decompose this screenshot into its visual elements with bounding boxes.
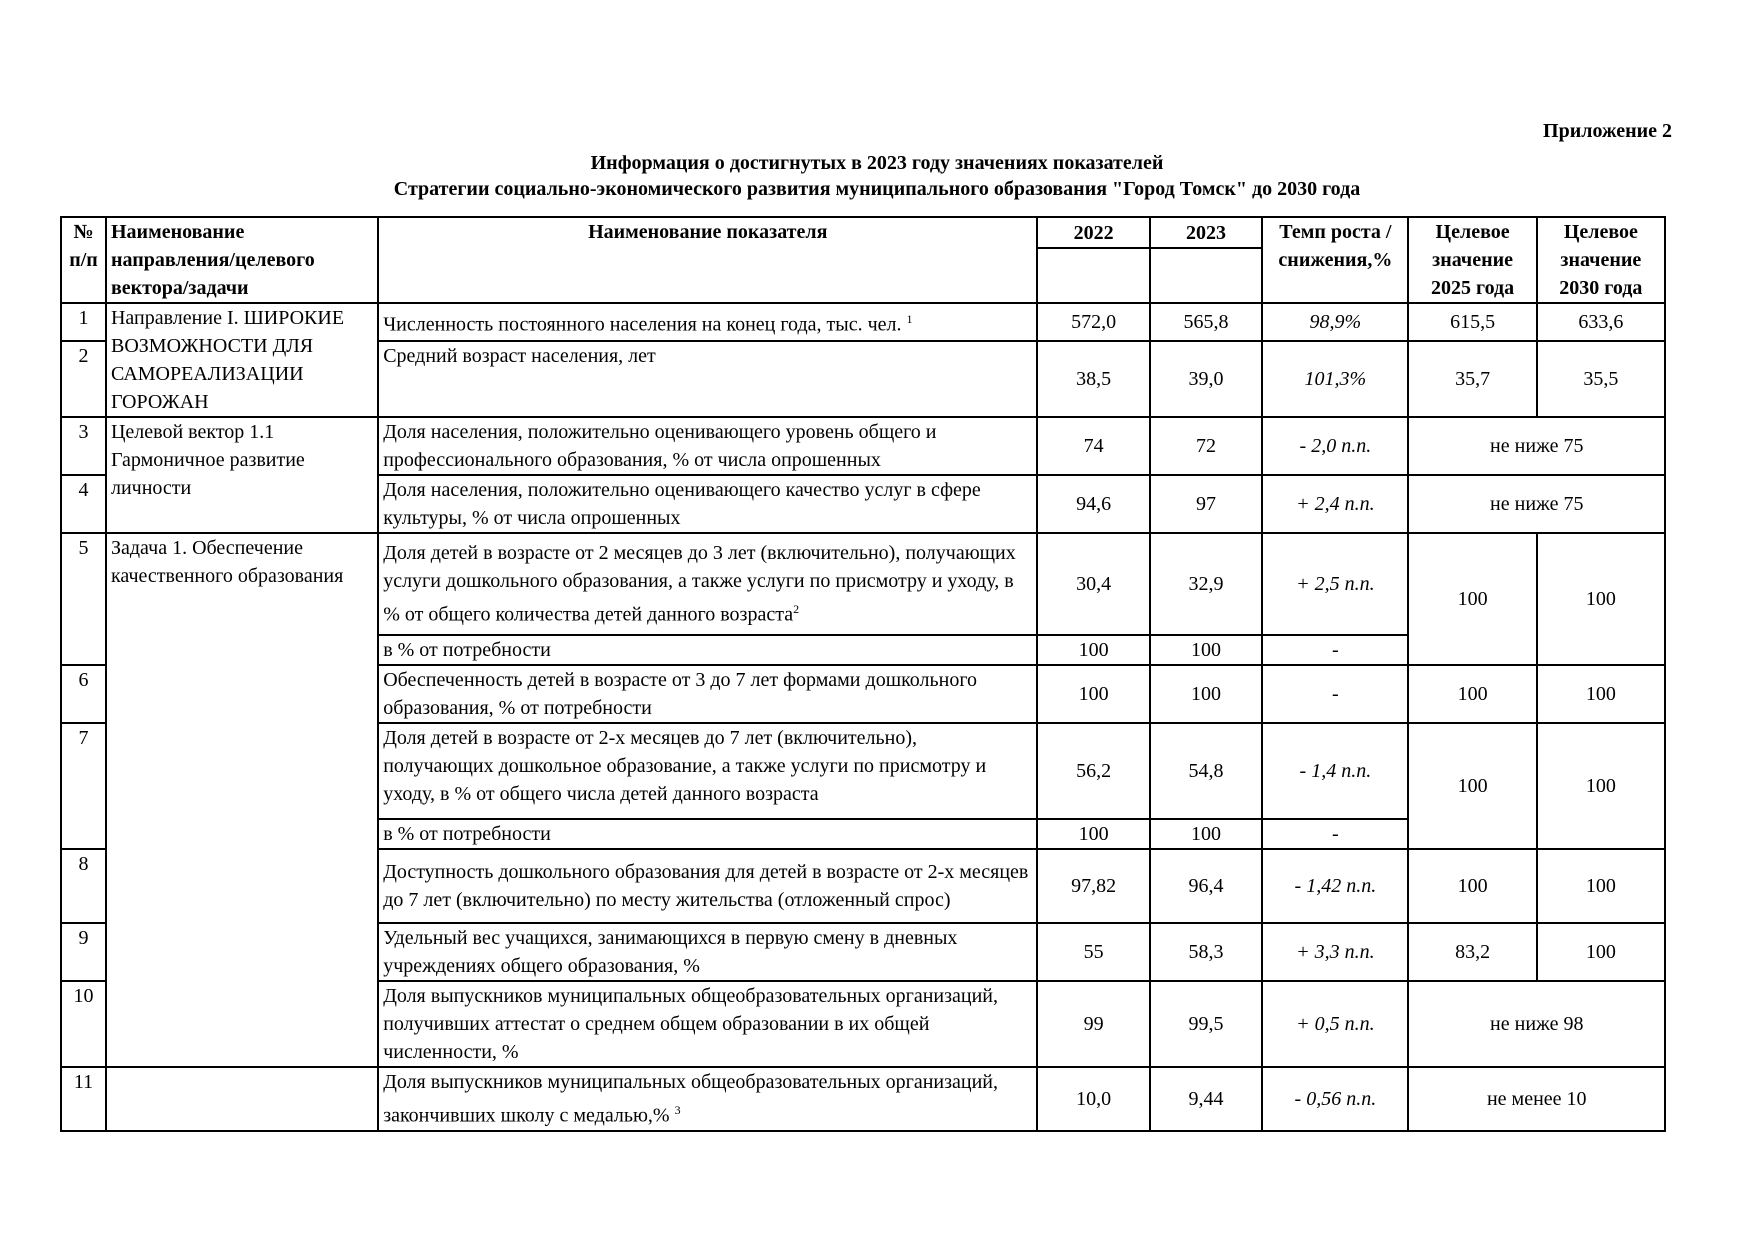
rate-value: -: [1262, 665, 1408, 723]
row-number: 9: [61, 923, 106, 981]
header-target-2030: Целевое значение 2030 года: [1537, 217, 1665, 303]
target-2025: 615,5: [1408, 303, 1536, 341]
value-2022: 100: [1037, 635, 1149, 665]
table-row: [61, 723, 1665, 819]
indicator-subname: в % от потребности: [378, 635, 1037, 665]
rate-value: + 3,3 п.п.: [1262, 923, 1408, 981]
target-2030: 35,5: [1537, 341, 1665, 417]
indicator-name: Доступность дошкольного образования для детей в возрасте от 2-х месяцев до 7 лет (включительно) по месту жительства (отложенный спрос): [378, 849, 1037, 923]
group-task-1-cont: [106, 981, 378, 1067]
value-2022: 99: [1037, 981, 1149, 1067]
indicator-name: Удельный вес учащихся, занимающихся в первую смену в дневных учреждениях общего образования, %: [378, 923, 1037, 981]
indicator-name: Доля населения, положительно оценивающего качество услуг в сфере культуры, % от числа опрошенных: [378, 475, 1037, 533]
rate-value: - 1,4 п.п.: [1262, 723, 1408, 819]
group-task-1-cont: [106, 723, 378, 849]
value-2022: 572,0: [1037, 303, 1149, 341]
row-number: 11: [61, 1067, 106, 1131]
rate-value: -: [1262, 635, 1408, 665]
target-2030: 100: [1537, 665, 1665, 723]
indicators-table: [60, 216, 1666, 1132]
indicator-subname: в % от потребности: [378, 819, 1037, 849]
rate-value: 101,3%: [1262, 341, 1408, 417]
target-2025: 83,2: [1408, 923, 1536, 981]
target-2030: 100: [1537, 723, 1665, 849]
row-number: 4: [61, 475, 106, 533]
value-2022: 10,0: [1037, 1067, 1149, 1131]
value-2023: 100: [1150, 665, 1262, 723]
group-empty: [106, 1067, 378, 1131]
target-2025: 100: [1408, 723, 1536, 849]
target-combined: не менее 10: [1408, 1067, 1665, 1131]
value-2022: 100: [1037, 819, 1149, 849]
value-2022: 100: [1037, 665, 1149, 723]
indicator-name: Средний возраст населения, лет: [378, 341, 1037, 417]
value-2023: 100: [1150, 819, 1262, 849]
row-number: 7: [61, 723, 106, 849]
group-direction-1: Направление I. ШИРОКИЕ ВОЗМОЖНОСТИ ДЛЯ САМОРЕАЛИЗАЦИИ ГОРОЖАН: [106, 303, 378, 417]
title-line-1: Информация о достигнутых в 2023 году значениях показателей: [590, 152, 1164, 174]
table-header-row: [61, 217, 1665, 248]
row-number: 3: [61, 417, 106, 475]
value-2023: 100: [1150, 635, 1262, 665]
value-2023: 39,0: [1150, 341, 1262, 417]
row-number: 5: [61, 533, 106, 665]
target-combined: не ниже 98: [1408, 981, 1665, 1067]
value-2023: 97: [1150, 475, 1262, 533]
row-number: 2: [61, 341, 106, 417]
header-direction: Наименование направления/целевого вектора/задачи: [106, 217, 378, 303]
value-2023: 58,3: [1150, 923, 1262, 981]
header-indicator: Наименование показателя: [378, 217, 1037, 303]
header-rate: Темп роста / снижения,%: [1262, 217, 1408, 303]
value-2022: 74: [1037, 417, 1149, 475]
target-2025: 35,7: [1408, 341, 1536, 417]
indicator-name: Доля выпускников муниципальных общеобразовательных организаций, получивших аттестат о среднем общем образовании в их общей численности, %: [378, 981, 1037, 1067]
value-2022: 30,4: [1037, 533, 1149, 635]
row-number: 8: [61, 849, 106, 923]
rate-value: 98,9%: [1262, 303, 1408, 341]
value-2022: 97,82: [1037, 849, 1149, 923]
value-2022: 56,2: [1037, 723, 1149, 819]
row-number: 6: [61, 665, 106, 723]
header-num: № п/п: [61, 217, 106, 303]
value-2023: 32,9: [1150, 533, 1262, 635]
target-2025: 100: [1408, 533, 1536, 665]
table-row: [61, 849, 1665, 923]
group-vector-1-1: Целевой вектор 1.1 Гармоничное развитие личности: [106, 417, 378, 533]
value-2023: 99,5: [1150, 981, 1262, 1067]
target-2030: 633,6: [1537, 303, 1665, 341]
table-row: [61, 303, 1665, 341]
table-row: [61, 1067, 1665, 1131]
appendix-label: Приложение 2: [1543, 120, 1672, 142]
indicator-name: Доля детей в возрасте от 2-х месяцев до 7 лет (включительно), получающих дошкольное образование, а также услуги по присмотру и уходу, в % от общего числа детей данного возраста: [378, 723, 1037, 819]
indicator-name: Доля населения, положительно оценивающего уровень общего и профессионального образования, % от числа опрошенных: [378, 417, 1037, 475]
rate-value: - 2,0 п.п.: [1262, 417, 1408, 475]
table-row: [61, 533, 1665, 635]
header-2023: 2023: [1150, 217, 1262, 248]
target-combined: не ниже 75: [1408, 475, 1665, 533]
title-line-2: Стратегии социально-экономического развития муниципального образования "Город Томск" до 2030 года: [393, 178, 1361, 200]
value-2022: 55: [1037, 923, 1149, 981]
rate-value: - 0,56 п.п.: [1262, 1067, 1408, 1131]
indicator-name: Обеспеченность детей в возрасте от 3 до 7 лет формами дошкольного образования, % от потребности: [378, 665, 1037, 723]
target-2025: 100: [1408, 665, 1536, 723]
value-2023: 72: [1150, 417, 1262, 475]
target-2025: 100: [1408, 849, 1536, 923]
header-2023-blank: [1150, 248, 1262, 303]
indicator-name: Численность постоянного населения на конец года, тыс. чел. $^1$: [378, 303, 1037, 341]
rate-value: -: [1262, 819, 1408, 849]
group-task-1-cont: [106, 665, 378, 723]
row-number: 10: [61, 981, 106, 1067]
target-2030: 100: [1537, 923, 1665, 981]
table-row: [61, 417, 1665, 475]
value-2023: 565,8: [1150, 303, 1262, 341]
header-target-2025: Целевое значение 2025 года: [1408, 217, 1536, 303]
table-row: [61, 981, 1665, 1067]
rate-value: + 2,5 п.п.: [1262, 533, 1408, 635]
group-task-1-cont: [106, 923, 378, 981]
group-task-1: Задача 1. Обеспечение качественного образования: [106, 533, 378, 665]
header-2022: 2022: [1037, 217, 1149, 248]
rate-value: + 2,4 п.п.: [1262, 475, 1408, 533]
table-row: [61, 665, 1665, 723]
value-2023: 96,4: [1150, 849, 1262, 923]
value-2023: 54,8: [1150, 723, 1262, 819]
value-2023: 9,44: [1150, 1067, 1262, 1131]
group-task-1-cont: [106, 849, 378, 923]
row-number: 1: [61, 303, 106, 341]
document-title: [0, 150, 1754, 202]
value-2022: 38,5: [1037, 341, 1149, 417]
target-combined: не ниже 75: [1408, 417, 1665, 475]
header-2022-blank: [1037, 248, 1149, 303]
target-2030: 100: [1537, 849, 1665, 923]
indicator-name: Доля выпускников муниципальных общеобразовательных организаций, закончивших школу с медалью,% $^3$: [378, 1067, 1037, 1131]
target-2030: 100: [1537, 533, 1665, 665]
rate-value: - 1,42 п.п.: [1262, 849, 1408, 923]
table-row: [61, 923, 1665, 981]
value-2022: 94,6: [1037, 475, 1149, 533]
indicator-name: Доля детей в возрасте от 2 месяцев до 3 лет (включительно), получающих услуги дошкольного образования, а также услуги по присмотру и уходу, в % от общего количества детей данного возраста$^2$: [378, 533, 1037, 635]
rate-value: + 0,5 п.п.: [1262, 981, 1408, 1067]
